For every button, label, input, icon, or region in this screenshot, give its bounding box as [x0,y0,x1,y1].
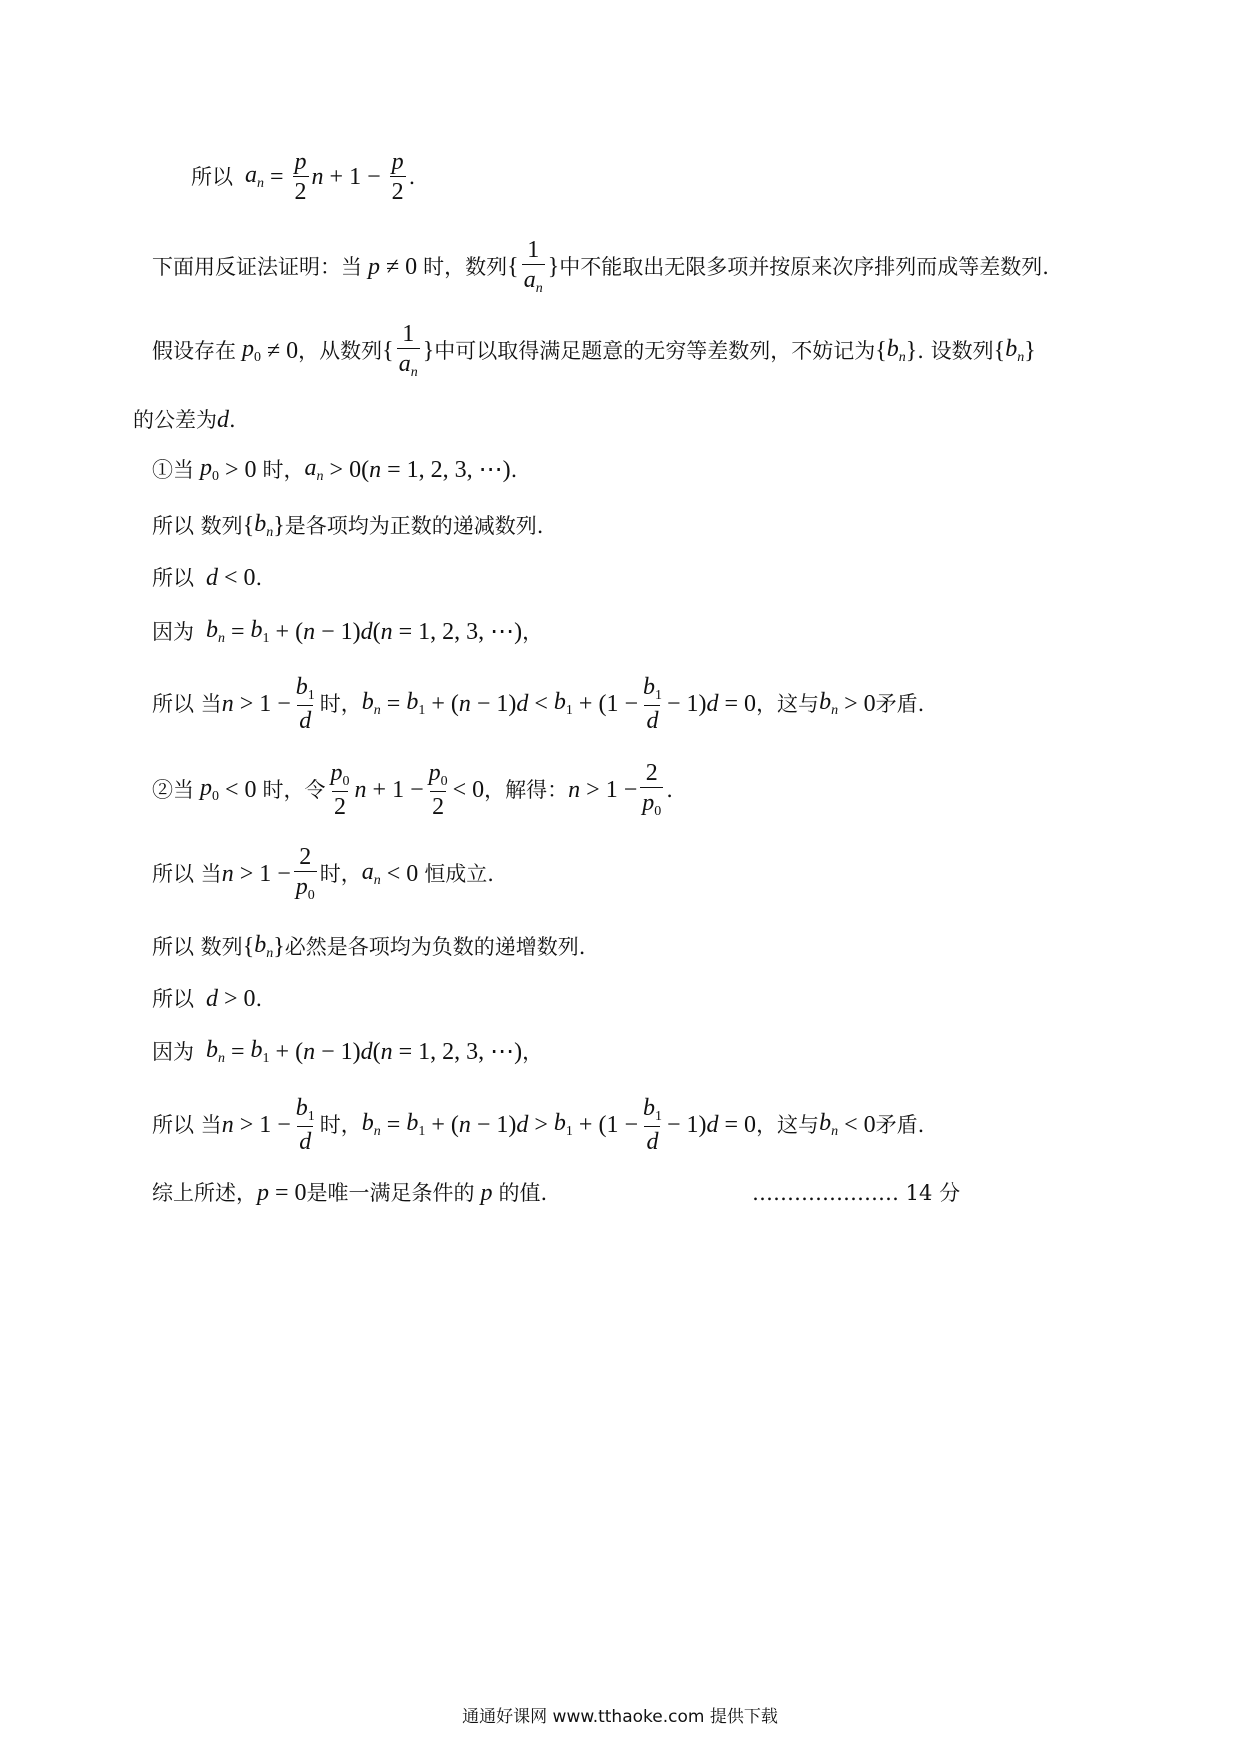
case-2-general-term: 因为 $b_n$ = $b_1$ + ( n − 1) d ( n = 1, 2, 3, ⋯) ， [152,1037,544,1066]
fraction: $\frac{p}{2}$ [391,149,404,205]
case-2-d-positive: 所以 d > 0 . [152,986,263,1012]
case-1-heading: ①当 $p_0$ > 0 时， $a_n$ > 0( n = 1, 2, 3, ⋯) . [152,455,518,484]
text: 所以 [191,164,233,189]
fraction: $\frac{b_1}{d}$ [642,674,662,734]
case-2-contradiction: 所以 当 n > 1 − $\frac{b_1}{d}$ 时， $b_n$ = $b_1$ + ( n − 1) d > $b_1$ + (1 − $\frac{b_1}{d}$ − 1) d = 0 ，这与 $b_n$ < 0 矛盾. [152,1095,925,1155]
fraction: $\frac{1}{a_n}$ [398,321,418,380]
case-1-general-term: 因为 $b_n$ = $b_1$ + ( n − 1) d ( n = 1, 2, 3, ⋯) ， [152,617,544,646]
paragraph-common-difference: 的公差为 d . [133,407,236,433]
footer-source: 通通好课网 www.tthaoke.com 提供下载 [462,1707,778,1727]
conclusion: 综上所述， p = 0 是唯一满足条件的 p 的值. [152,1180,548,1206]
paragraph-assumption: 假设存在 $p_0$ ≠ 0 ，从数列 { $\frac{1}{a_n}$ } 中可以取得满足题意的无穷等差数列，不妨记为 { $b_n$ } . 设数列 { $b_n$ } [152,321,1036,380]
fraction: $\frac{1}{a_n}$ [523,237,543,296]
case-2-an-negative: 所以 当 n > 1 − $\frac{2}{p_0}$ 时， $a_n$ < 0 恒成立. [152,844,494,903]
case-2-increasing: 所以 数列 { $b_n$ } 必然是各项均为负数的递增数列. [152,932,586,961]
case-2-heading: ②当 $p_0$ < 0 时，令 $\frac{p_0}{2}$ n + 1 − $\frac{p_0}{2}$ < 0 ，解得： n > 1 − $\frac{2}{p_0}$ . [152,760,673,820]
fraction: $\frac{p_0}{2}$ [330,760,350,820]
fraction: $\frac{b_1}{d}$ [295,1095,315,1155]
fraction: $\frac{p_0}{2}$ [428,760,448,820]
fraction: $\frac{b_1}{d}$ [295,674,315,734]
formula-line-an: 所以 $a_n$ = $\frac{p}{2}$ n + 1 − $\frac{p}{2}$ . [191,149,416,205]
case-1-decreasing: 所以 数列 { $b_n$ } 是各项均为正数的递减数列. [152,511,544,540]
case-1-contradiction: 所以 当 n > 1 − $\frac{b_1}{d}$ 时， $b_n$ = $b_1$ + ( n − 1) d < $b_1$ + (1 − $\frac{b_1}{d}$ − 1) d = 0 ，这与 $b_n$ > 0 矛盾. [152,674,925,734]
fraction: $\frac{b_1}{d}$ [642,1095,662,1155]
fraction: $\frac{2}{p_0}$ [642,760,662,819]
math: $a_n$ [245,162,264,191]
case-1-d-negative: 所以 d < 0 . [152,565,263,591]
paragraph-proof-intro: 下面用反证法证明：当 p ≠ 0 时，数列 { $\frac{1}{a_n}$ } 中不能取出无限多项并按原来次序排列而成等差数列. [152,237,1049,296]
fraction: $\frac{2}{p_0}$ [295,844,315,903]
fraction: $\frac{p}{2}$ [294,149,307,205]
score-marker: ………………… 14 分 [752,1181,961,1205]
